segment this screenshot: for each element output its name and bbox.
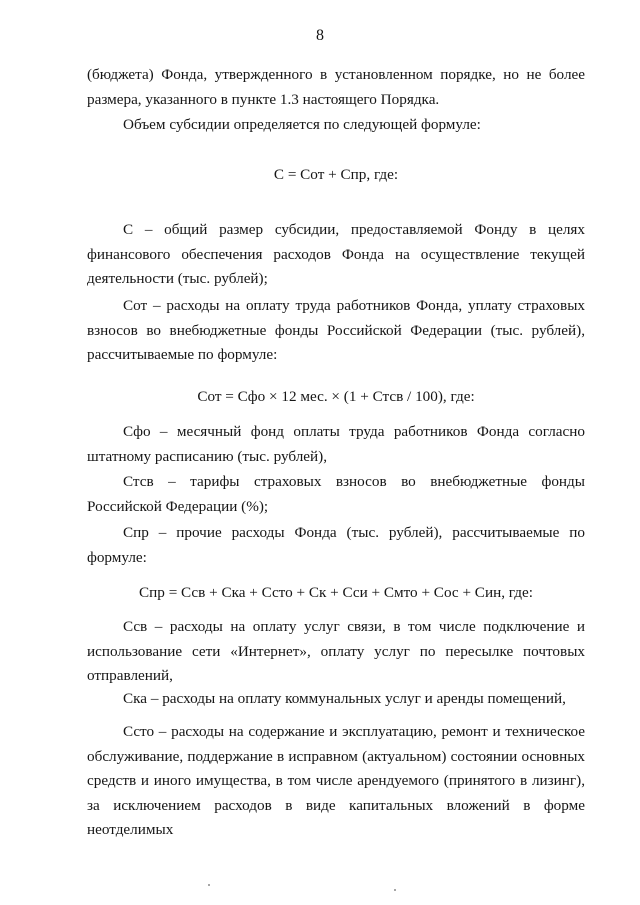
paragraph-budget-continuation: (бюджета) Фонда, утвержденного в установленном порядке, но не более размера, указанного в пункте 1.3 настоящего Порядка. bbox=[87, 66, 585, 108]
definition-ska: Ска – расходы на оплату коммунальных услуг и аренды помещений, bbox=[123, 690, 566, 707]
formula-total-subsidy: С = Сот + Спр, где: bbox=[273, 166, 399, 183]
paragraph-subsidy-formula-intro: Объем субсидии определяется по следующей формуле: bbox=[123, 116, 481, 133]
formula-sot: Сот = Сфо × 12 мес. × (1 + Стсв / 100), где: bbox=[197, 388, 475, 405]
definition-sot: Сот – расходы на оплату труда работников Фонда, уплату страховых взносов во внебюджетные фонды Российской Федерации (тыс. рублей), рассчитываемые по формуле: bbox=[87, 297, 585, 363]
definition-ssto: Ссто – расходы на содержание и эксплуатацию, ремонт и техническое обслуживание, поддержание в исправном (актуальном) состоянии основных средств и иного имущества, в том числе арендуемого (принятого в лизинг), за исключением расходов в виде капитальных вложений в форме неотделимых bbox=[87, 723, 585, 838]
page-number: 8 bbox=[316, 27, 324, 44]
definition-spr: Спр – прочие расходы Фонда (тыс. рублей), рассчитываемые по формуле: bbox=[87, 524, 585, 566]
definition-sfo: Сфо – месячный фонд оплаты труда работников Фонда согласно штатному расписанию (тыс. рублей), bbox=[87, 423, 585, 465]
definition-stsv: Стсв – тарифы страховых взносов во внебюджетные фонды Российской Федерации (%); bbox=[87, 473, 585, 515]
scan-speck bbox=[394, 889, 396, 891]
scan-speck bbox=[208, 884, 210, 886]
definition-ssv: Ссв – расходы на оплату услуг связи, в том числе подключение и использование сети «Интернет», оплату услуг по пересылке почтовых отправлений, bbox=[87, 618, 585, 684]
formula-spr: Спр = Ссв + Ска + Ссто + Ск + Сси + Смто + Сос + Син, где: bbox=[139, 584, 533, 601]
definition-c: С – общий размер субсидии, предоставляемой Фонду в целях финансового обеспечения расходов Фонда на осуществление текущей деятельности (тыс. рублей); bbox=[87, 221, 585, 287]
